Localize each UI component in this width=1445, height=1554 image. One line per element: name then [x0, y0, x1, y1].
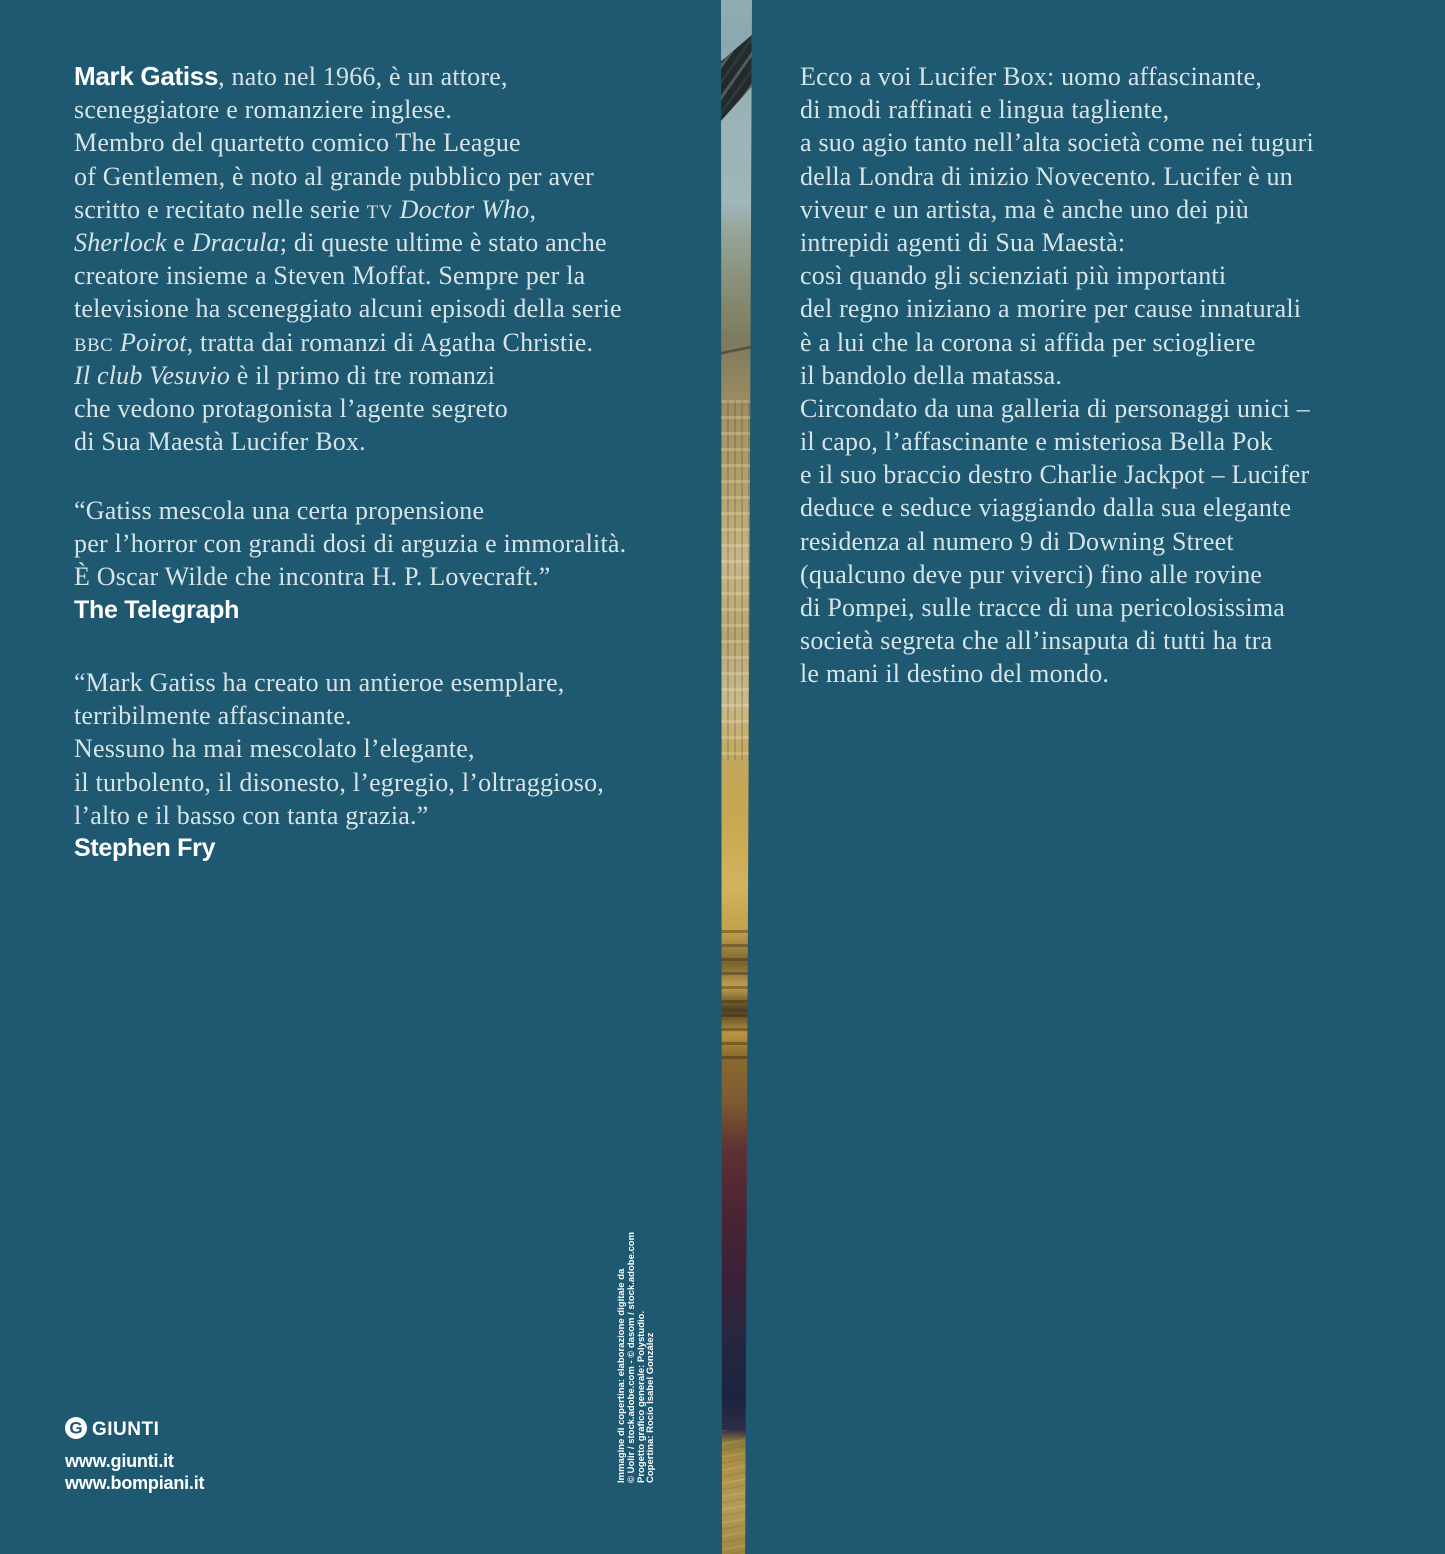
text-line: Membro del quartetto comico The League	[74, 128, 521, 158]
text-line: viveur e un artista, ma è anche uno dei più	[800, 194, 1250, 224]
text-line: of Gentlemen, è noto al grande pubblico per aver	[74, 161, 595, 191]
text-line: del regno iniziano a morire per cause innaturali	[800, 294, 1302, 324]
gilded-cornice-art	[720, 930, 753, 1060]
text-line: “Mark Gatiss ha creato un antieroe esemplare,	[74, 668, 565, 697]
giunti-logo-name: GIUNTI	[92, 1419, 160, 1440]
author-bio	[74, 60, 622, 458]
text-line: Circondato da una galleria di personaggi unici –	[800, 393, 1310, 423]
text-line: televisione ha sceneggiato alcuni episodi della serie	[74, 294, 622, 324]
text-line: residenza al numero 9 di Downing Street	[800, 526, 1234, 556]
text-line: Copertina: Rocío Isabel González	[645, 1332, 657, 1483]
quote-attribution-fry: Stephen Fry	[74, 833, 216, 862]
text-line: (qualcuno deve pur viverci) fino alle rovine	[800, 559, 1263, 589]
text-line: a suo agio tanto nell’alta società come nei tuguri	[800, 128, 1314, 158]
publisher-websites	[65, 1450, 204, 1494]
art-crack-line	[720, 322, 753, 378]
text-line: della Londra di inizio Novecento. Lucifer è un	[800, 161, 1293, 191]
text-line: sceneggiatore e romanziere inglese.	[74, 95, 453, 125]
quote-text	[74, 494, 626, 594]
text-line: deduce e seduce viaggiando dalla sua elegante	[800, 493, 1292, 523]
cover-art-sliver	[720, 0, 753, 1554]
text-line: scritto e recitato nelle serie TV Doctor Who,	[74, 194, 537, 224]
text-line: le mani il destino del mondo.	[800, 659, 1110, 689]
text-line: così quando gli scienziati più importanti	[800, 261, 1227, 291]
review-quote-telegraph	[74, 494, 626, 627]
golden-floor-art	[720, 1430, 753, 1554]
text-line: società segreta che all’insaputa di tutti ha tra	[800, 626, 1273, 656]
text-line: il bandolo della matassa.	[800, 360, 1063, 390]
text-line: Ecco a voi Lucifer Box: uomo affascinante,	[800, 62, 1263, 91]
text-line: BBC Poirot, tratta dai romanzi di Agatha Christie.	[74, 327, 594, 357]
text-line: e il suo braccio destro Charlie Jackpot – Lucifer	[800, 460, 1310, 490]
big-ben-facade-art	[720, 400, 753, 760]
text-line: È Oscar Wilde che incontra H. P. Lovecraft.”	[74, 562, 551, 592]
text-line: Nessuno ha mai mescolato l’elegante,	[74, 734, 475, 764]
text-line: creatore insieme a Steven Moffat. Sempre per la	[74, 261, 586, 291]
quote-attribution-telegraph: The Telegraph	[74, 595, 240, 624]
website-giunti: www.giunti.it	[65, 1451, 174, 1471]
text-line: Progetto grafico generale: Polystudio.	[635, 1310, 647, 1483]
giunti-logo-letter: G	[69, 1418, 83, 1437]
text-line: l’alto e il basso con tanta grazia.”	[74, 800, 429, 830]
text-line: © Uolir / stock.adobe.com - © dasom / stock.adobe.com	[625, 1231, 637, 1483]
text-line: Mark Gatiss, nato nel 1966, è un attore,	[74, 61, 508, 91]
text-line: intrepidi agenti di Sua Maestà:	[800, 227, 1126, 257]
review-quote-fry	[74, 666, 604, 865]
website-bompiani: www.bompiani.it	[65, 1473, 205, 1493]
book-synopsis	[800, 60, 1314, 691]
text-line: il capo, l’affascinante e misteriosa Bella Pok	[800, 427, 1273, 457]
text-line: che vedono protagonista l’agente segreto	[74, 393, 508, 423]
text-line: terribilmente affascinante.	[74, 701, 352, 731]
giunti-logo-icon	[65, 1417, 87, 1439]
quote-text	[74, 666, 604, 832]
text-line: per l’horror con grandi dosi di arguzia e immoralità.	[74, 529, 627, 559]
text-line: di modi raffinati e lingua tagliente,	[800, 95, 1170, 125]
text-line: di Pompei, sulle tracce di una pericolosissima	[800, 593, 1286, 622]
copyright-credits	[617, 1198, 656, 1483]
airship-wing-art	[720, 34, 753, 122]
text-line: Sherlock e Dracula; di queste ultime è stato anche	[74, 227, 607, 257]
text-line: Immagine di copertina: elaborazione digitale da	[616, 1268, 627, 1483]
text-line: Il club Vesuvio è il primo di tre romanzi	[74, 360, 496, 390]
text-line: “Gatiss mescola una certa propensione	[74, 496, 485, 525]
text-line: il turbolento, il disonesto, l’egregio, l’oltraggioso,	[74, 767, 604, 797]
text-line: di Sua Maestà Lucifer Box.	[74, 427, 366, 457]
text-line: è a lui che la corona si affida per sciogliere	[800, 327, 1256, 357]
